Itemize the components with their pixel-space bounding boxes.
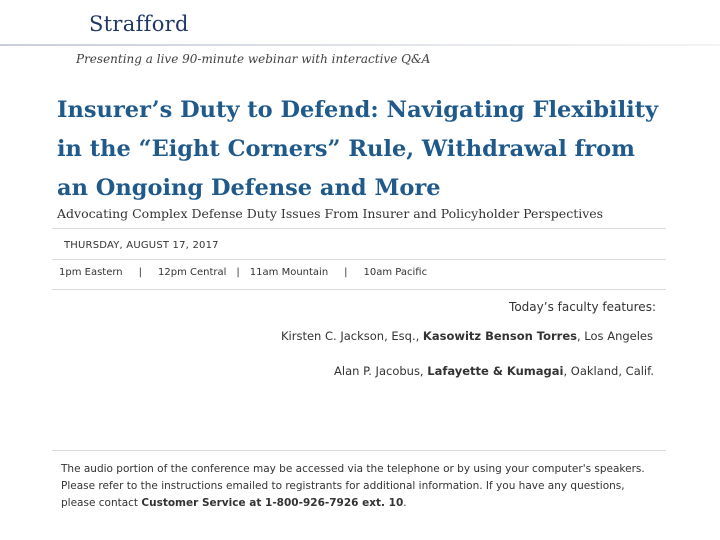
webinar-date: THURSDAY, AUGUST 17, 2017	[64, 240, 219, 251]
title-line-1: Insurer’s Duty to Defend: Navigating Flexibility	[57, 97, 659, 123]
time-separator: |	[344, 267, 348, 278]
speaker-firm: Kasowitz Benson Torres	[422, 329, 577, 343]
time-pacific: 10am Pacific	[363, 267, 428, 278]
time-eastern: 1pm Eastern	[59, 267, 123, 278]
audio-instructions	[61, 461, 661, 512]
title-line-2: in the “Eight Corners” Rule, Withdrawal from	[57, 136, 635, 162]
speaker-location: , Oakland, Calif.	[563, 364, 654, 378]
divider-after-date	[52, 259, 666, 260]
strafford-logo: Strafford	[89, 12, 189, 36]
title-line-3: an Ongoing Defense and More	[57, 175, 441, 201]
footer-text: The audio portion of the conference may be accessed via the telephone or by using your computer's speakers. Please refer to the instructions emailed to registrants for additional information. If you have any questions, please contact	[61, 463, 645, 509]
speaker-2	[334, 364, 654, 378]
footer-end: .	[403, 497, 407, 509]
time-zones	[59, 267, 427, 278]
divider-after-subtitle	[52, 228, 666, 229]
time-central: 12pm Central	[158, 267, 227, 278]
speaker-name: Kirsten C. Jackson, Esq.,	[281, 329, 420, 343]
webinar-title	[57, 91, 697, 208]
customer-service-contact: Customer Service at 1-800-926-7926 ext. 10	[141, 497, 404, 509]
time-separator: |	[236, 267, 240, 278]
webinar-subtitle: Advocating Complex Defense Duty Issues From Insurer and Policyholder Perspectives	[57, 206, 604, 221]
divider-after-times	[52, 289, 666, 290]
time-separator: |	[138, 267, 143, 278]
divider-before-footer	[52, 450, 666, 451]
webinar-tagline: Presenting a live 90-minute webinar with interactive Q&A	[76, 52, 431, 66]
speaker-name: Alan P. Jacobus,	[334, 364, 424, 378]
speaker-firm: Lafayette & Kumagai	[427, 364, 564, 378]
time-mountain: 11am Mountain	[249, 267, 329, 278]
speaker-1	[281, 329, 653, 343]
faculty-heading: Today’s faculty features:	[509, 300, 656, 314]
header-divider	[0, 44, 720, 46]
speaker-location: , Los Angeles	[577, 329, 653, 343]
